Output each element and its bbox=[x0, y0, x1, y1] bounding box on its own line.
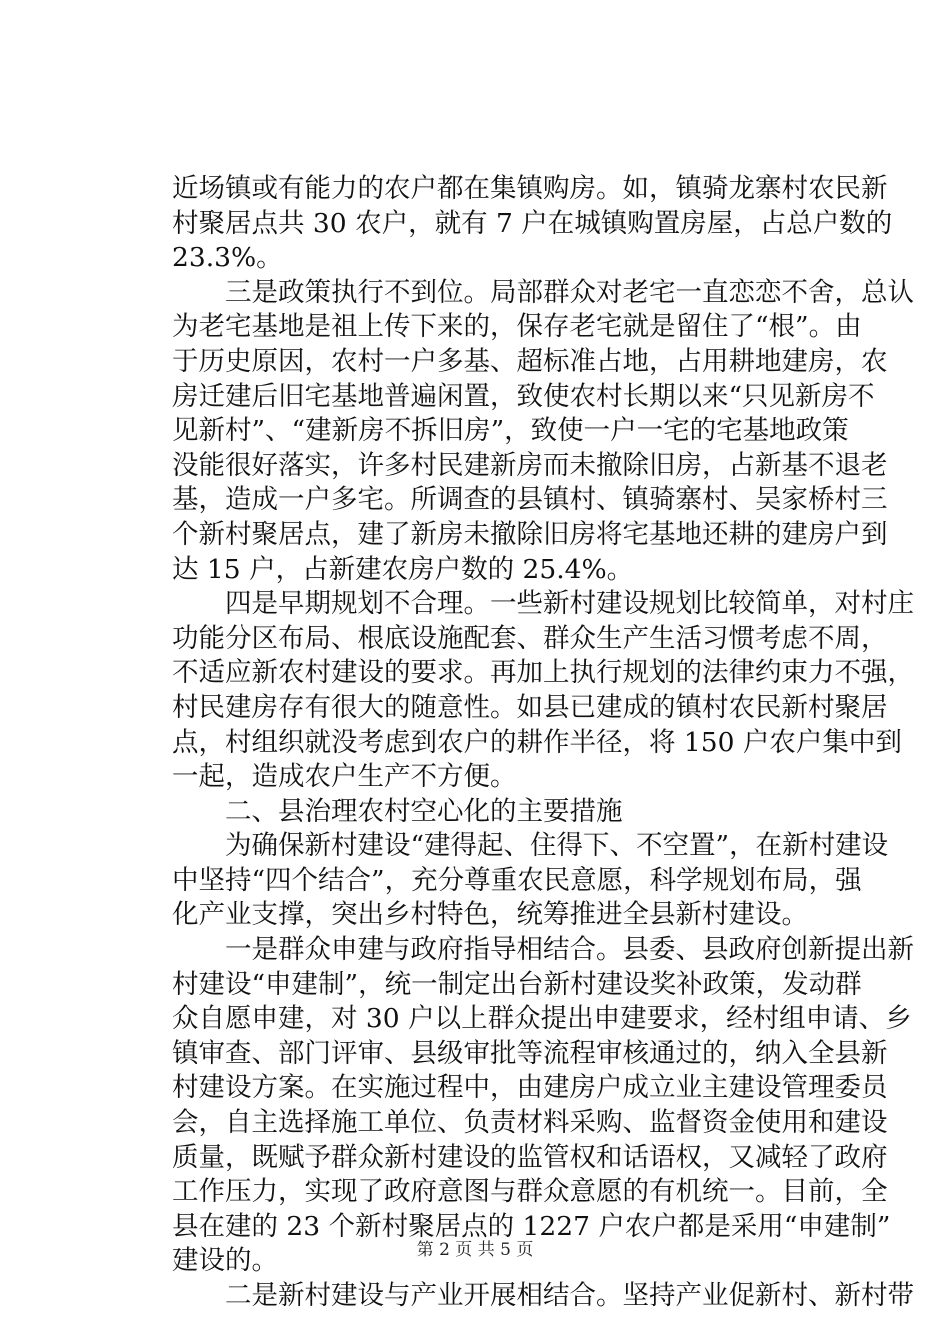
text-line: 村建设“申建制”，统一制定出台新村建设奖补政策，发动群 bbox=[172, 968, 862, 1000]
text-line: 中坚持“四个结合”，充分尊重农民意愿，科学规划布局，强 bbox=[172, 864, 862, 896]
text-line: 质量，既赋予群众新村建设的监管权和话语权，又减轻了政府 bbox=[172, 1141, 888, 1173]
text-line: 个新村聚居点，建了新房未撤除旧房将宅基地还耕的建房户到 bbox=[172, 518, 888, 550]
text-line: 二是新村建设与产业开展相结合。坚持产业促新村、新村带 bbox=[225, 1280, 914, 1311]
text-line: 点，村组织就没考虑到农户的耕作半径，将 150 户农户集中到 bbox=[172, 726, 902, 758]
text-line: 见新村”、“建新房不拆旧房”，致使一户一宅的宅基地政策 bbox=[172, 415, 849, 447]
text-line: 房迁建后旧宅基地普遍闲置，致使农村长期以来“只见新房不 bbox=[172, 380, 875, 412]
text-line: 没能很好落实，许多村民建新房而未撤除旧房，占新基不退老 bbox=[172, 449, 888, 481]
text-line: 于历史原因，农村一户多基、超标准占地，占用耕地建房，农 bbox=[172, 345, 888, 377]
text-line: 村建设方案。在实施过程中，由建房户成立业主建设管理委员 bbox=[172, 1072, 888, 1104]
text-line: 一起，造成农户生产不方便。 bbox=[172, 761, 517, 793]
text-line: 四是早期规划不合理。一些新村建设规划比较简单，对村庄 bbox=[225, 588, 914, 620]
text-line: 工作压力，实现了政府意图与群众意愿的有机统一。目前，全 bbox=[172, 1176, 888, 1208]
text-line: 为老宅基地是祖上传下来的，保存老宅就是留住了“根”。由 bbox=[172, 311, 862, 343]
text-line: 三是政策执行不到位。局部群众对老宅一直恋恋不舍，总认 bbox=[225, 276, 914, 308]
text-line: 达 15 户，占新建农房户数的 25.4%。 bbox=[172, 553, 634, 585]
text-line: 村民建房存有很大的随意性。如县已建成的镇村农民新村聚居 bbox=[172, 691, 888, 723]
text-line: 为确保新村建设“建得起、住得下、不空置”，在新村建设 bbox=[225, 830, 889, 862]
page-footer: 第 2 页 共 5 页 bbox=[416, 1240, 534, 1260]
text-line: 众自愿申建，对 30 户以上群众提出申建要求，经村组申请、乡 bbox=[172, 1003, 912, 1035]
text-line: 村聚居点共 30 农户，就有 7 户在城镇购置房屋，占总户数的 bbox=[172, 207, 893, 239]
text-line: 二、县治理农村空心化的主要措施 bbox=[225, 795, 623, 827]
text-line: 化产业支撑，突出乡村特色，统筹推进全县新村建设。 bbox=[172, 899, 808, 931]
text-line: 近场镇或有能力的农户都在集镇购房。如，镇骑龙寨村农民新 bbox=[172, 173, 888, 204]
text-line: 23.3%。 bbox=[172, 242, 283, 274]
text-line: 基，造成一户多宅。所调查的县镇村、镇骑寨村、吴家桥村三 bbox=[172, 484, 888, 516]
text-line: 县在建的 23 个新村聚居点的 1227 户农户都是采用“申建制” bbox=[172, 1210, 891, 1242]
document-body bbox=[172, 172, 914, 1314]
text-line: 镇审查、部门评审、县级审批等流程审核通过的，纳入全县新 bbox=[172, 1037, 888, 1069]
text-line: 功能分区布局、根底设施配套、群众生产生活习惯考虑不周， bbox=[172, 622, 888, 654]
text-line: 会，自主选择施工单位、负责材料采购、监督资金使用和建设 bbox=[172, 1107, 888, 1139]
text-line: 建设的。 bbox=[172, 1245, 278, 1277]
text-line: 不适应新农村建设的要求。再加上执行规划的法律约束力不强， bbox=[172, 657, 914, 689]
text-line: 一是群众申建与政府指导相结合。县委、县政府创新提出新 bbox=[225, 934, 914, 966]
